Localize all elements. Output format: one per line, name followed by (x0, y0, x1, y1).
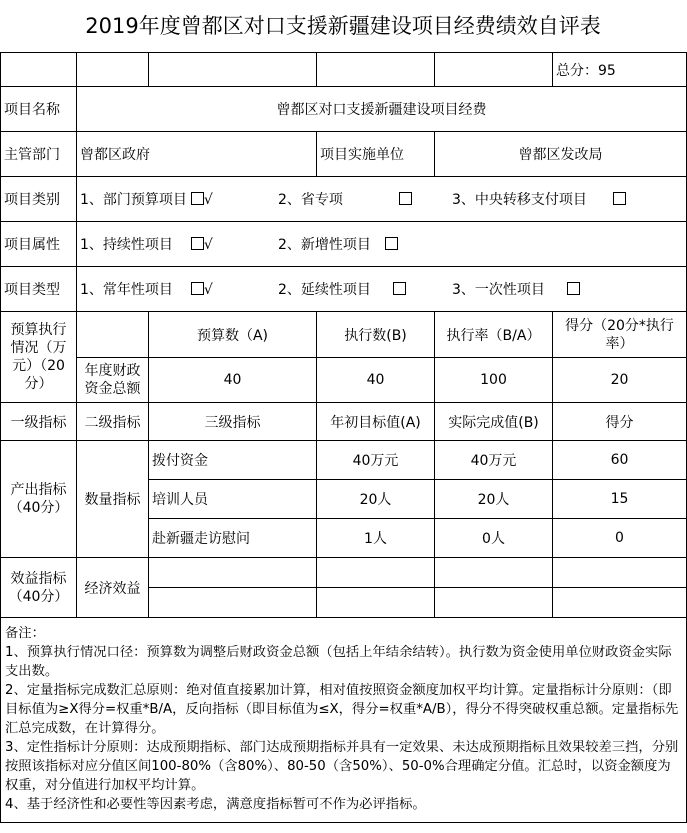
quantity-indicator-label: 数量指标 (77, 441, 149, 558)
note-item: 4、基于经济性和必要性等因素考虑，满意度指标暂可不作为必评指标。 (5, 797, 426, 812)
category-options (77, 177, 687, 222)
budget-planned-value: 40 (149, 358, 317, 403)
attribute-label: 项目属性 (1, 222, 77, 267)
project-name-label: 项目名称 (1, 87, 77, 132)
budget-rate-value: 100 (435, 358, 553, 403)
indicator-score: 15 (553, 480, 687, 519)
notes (1, 618, 687, 823)
header-score: 得分 (553, 403, 687, 441)
attribute-option-1: 1、持续性项目 √ (80, 237, 213, 253)
indicator-name: 拨付资金 (149, 441, 317, 480)
header-level1: 一级指标 (1, 403, 77, 441)
benefit-row (1, 558, 687, 588)
score-row (1, 53, 687, 87)
indicator-actual: 20人 (435, 480, 553, 519)
budget-header-planned: 预算数（A) (149, 312, 317, 358)
budget-header-rate: 执行率（B/A） (435, 312, 553, 358)
budget-score-value: 20 (553, 358, 687, 403)
budget-value-row (1, 358, 687, 403)
checkbox-icon (191, 192, 204, 205)
indicator-header-row (1, 403, 687, 441)
category-option-3: 3、中央转移支付项目 (452, 189, 626, 209)
indicator-score: 60 (553, 441, 687, 480)
budget-row-label: 年度财政资金总额 (77, 358, 149, 403)
indicator-target: 1人 (317, 519, 435, 558)
checkbox-icon (191, 282, 204, 295)
indicator-target: 20人 (317, 480, 435, 519)
budget-header-executed: 执行数(B) (317, 312, 435, 358)
indicator-target: 40万元 (317, 441, 435, 480)
type-option-1: 1、常年性项目 √ (80, 282, 213, 298)
checkbox-icon (399, 192, 412, 205)
dept-value: 曾都区政府 (77, 132, 317, 177)
note-item: 2、定量指标完成数汇总原则：绝对值直接累加计算，相对值按照资金额度加权平均计算。定量指标计分原则：（即目标值为≥X得分=权重*B/A，反向指标（即目标值为≤X，得分=权重*A/B），得分不得突破权重总额。定量指标先汇总完成数，在计算得分。 (5, 683, 679, 736)
note-item: 1、预算执行情况口径：预算数为调整后财政资金总额（包括上年结余结转）。执行数为资金使用单位财政资金实际支出数。 (5, 645, 672, 679)
indicator-row (1, 441, 687, 480)
benefit-indicator-label: 效益指标（40分） (1, 558, 77, 618)
category-option-1: 1、部门预算项目 √ (80, 192, 213, 208)
budget-executed-value: 40 (317, 358, 435, 403)
attribute-row (1, 222, 687, 267)
indicator-name: 培训人员 (149, 480, 317, 519)
unit-value: 曾都区发改局 (435, 132, 687, 177)
output-indicator-label: 产出指标（40分） (1, 441, 77, 558)
dept-label: 主管部门 (1, 132, 77, 177)
indicator-name: 赴新疆走访慰问 (149, 519, 317, 558)
sheet-title: 2019年度曾都区对口支援新疆建设项目经费绩效自评表 (85, 14, 601, 38)
attribute-options (77, 222, 687, 267)
economic-benefit-label: 经济效益 (77, 558, 149, 618)
project-type-row (1, 267, 687, 312)
checkbox-icon (385, 237, 398, 250)
unit-label: 项目实施单位 (317, 132, 435, 177)
header-level3: 三级指标 (149, 403, 317, 441)
evaluation-table (0, 52, 687, 823)
checkbox-icon (191, 237, 204, 250)
check-mark: √ (203, 192, 213, 208)
budget-section-label: 预算执行情况（万元）（20分） (1, 312, 77, 403)
project-name-value: 曾都区对口支援新疆建设项目经费 (77, 87, 687, 132)
attribute-option-2: 2、新增性项目 (278, 234, 398, 254)
type-option-2: 2、延续性项目 (278, 279, 452, 299)
checkbox-icon (393, 282, 406, 295)
indicator-actual: 40万元 (435, 441, 553, 480)
category-label: 项目类别 (1, 177, 77, 222)
budget-header-row (1, 312, 687, 358)
category-row (1, 177, 687, 222)
project-type-label: 项目类型 (1, 267, 77, 312)
project-type-options (77, 267, 687, 312)
header-target: 年初目标值(A) (317, 403, 435, 441)
indicator-actual: 0人 (435, 519, 553, 558)
notes-row (1, 618, 687, 823)
department-row (1, 132, 687, 177)
project-name-row (1, 87, 687, 132)
header-actual: 实际完成值(B) (435, 403, 553, 441)
type-option-3: 3、一次性项目 (452, 279, 580, 299)
check-mark: √ (203, 237, 213, 253)
total-score: 总分：95 (553, 53, 687, 87)
category-option-2: 2、省专项 (278, 189, 452, 209)
checkbox-icon (567, 282, 580, 295)
budget-header-score: 得分（20分*执行率） (553, 312, 687, 358)
note-item: 3、定性指标计分原则：达成预期指标、部门达成预期指标并具有一定效果、未达成预期指标且效果较差三挡，分别按照该指标对应分值区间100-80%（含80%）、80-50（含50%）、50-0%合理确定分值。汇总时，以资金额度为权重，对分值进行加权平均计算。 (5, 740, 679, 793)
header-level2: 二级指标 (77, 403, 149, 441)
check-mark: √ (203, 282, 213, 298)
checkbox-icon (613, 192, 626, 205)
indicator-score: 0 (553, 519, 687, 558)
notes-heading: 备注： (5, 626, 45, 641)
